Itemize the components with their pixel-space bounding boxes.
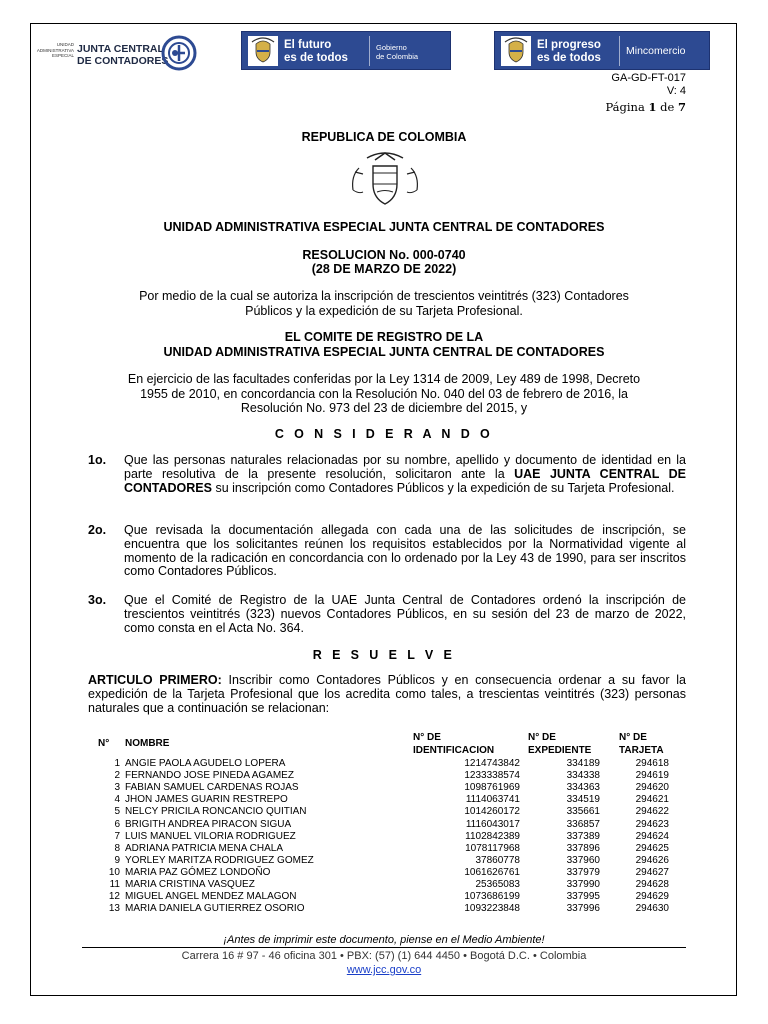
table-row <box>96 855 676 867</box>
row-name: NELCY PRICILA RONCANCIO QUITIAN <box>125 806 307 818</box>
row-name: MARIA PAZ GÓMEZ LONDOÑO <box>125 866 271 878</box>
jcc-logo <box>34 32 204 72</box>
row-expediente: 335661 <box>566 806 600 818</box>
row-expediente: 334363 <box>566 782 600 794</box>
row-name: YORLEY MARITZA RODRIGUEZ GOMEZ <box>125 854 314 866</box>
row-tarjeta: 294621 <box>635 794 669 806</box>
table-row <box>96 782 676 794</box>
table-header-name: NOMBRE <box>125 738 170 749</box>
row-name: JHON JAMES GUARIN RESTREPO <box>125 794 288 806</box>
row-tarjeta: 294627 <box>635 866 669 878</box>
row-identificacion: 1073686199 <box>464 891 520 903</box>
row-tarjeta: 294628 <box>635 879 669 890</box>
row-expediente: 337389 <box>566 830 600 842</box>
table-header-tarjeta: N° DE TARJETA <box>619 732 664 756</box>
row-identificacion: 25365083 <box>475 879 520 890</box>
row-name: BRIGITH ANDREA PIRACON SIGUA <box>125 818 292 830</box>
row-tarjeta: 294624 <box>635 830 669 842</box>
row-tarjeta: 294629 <box>635 891 669 903</box>
banner1-separator <box>369 36 370 66</box>
row-number: 2 <box>114 770 120 782</box>
row-number: 10 <box>108 866 120 878</box>
row-expediente: 334519 <box>566 794 600 806</box>
table-row <box>96 831 676 843</box>
row-name: ANGIE PAOLA AGUDELO LOPERA <box>125 758 286 769</box>
row-name: MARIA CRISTINA VASQUEZ <box>125 879 255 890</box>
footer-divider <box>82 947 686 948</box>
considerando-heading: C O N S I D E R A N D O <box>274 427 494 441</box>
banner1-gobierno: Gobierno de Colombia <box>376 43 419 61</box>
table-row <box>96 770 676 782</box>
table-row <box>96 903 676 915</box>
table-header-num: N° <box>98 738 110 749</box>
page-number: Página 1 de 7 <box>605 100 686 114</box>
table-header-id: N° DE IDENTIFICACION <box>413 732 495 756</box>
row-number: 8 <box>114 842 120 854</box>
row-tarjeta: 294622 <box>635 806 669 818</box>
committee-title: EL COMITE DE REGISTRO DE LA UNIDAD ADMINISTRATIVA ESPECIAL JUNTA CENTRAL DE CONTADORES <box>163 330 605 359</box>
row-number: 11 <box>109 879 120 890</box>
resolution-number: RESOLUCION No. 000-0740 <box>302 248 466 262</box>
row-number: 12 <box>108 891 120 903</box>
row-identificacion: 1233338574 <box>464 770 520 782</box>
row-tarjeta: 294630 <box>635 903 669 915</box>
row-tarjeta: 294620 <box>635 782 669 794</box>
row-name: MARIA DANIELA GUTIERREZ OSORIO <box>125 903 305 915</box>
row-tarjeta: 294623 <box>635 818 669 830</box>
row-number: 13 <box>108 903 120 915</box>
table-row <box>96 867 676 879</box>
mincomercio-banner <box>494 31 710 70</box>
banner1-slogan: El futuro es de todos <box>284 39 348 64</box>
row-identificacion: 1214743842 <box>464 758 520 769</box>
table-header-expediente: N° DE EXPEDIENTE <box>528 732 592 756</box>
row-tarjeta: 294619 <box>635 770 669 782</box>
table-row <box>96 806 676 818</box>
row-identificacion: 1102842389 <box>465 830 520 842</box>
resolution-date: (28 DE MARZO DE 2022) <box>311 262 457 276</box>
row-number: 4 <box>114 794 120 806</box>
row-expediente: 337979 <box>566 866 600 878</box>
row-identificacion: 1014260172 <box>464 806 520 818</box>
jcc-logo-name: JUNTA CENTRAL DE CONTADORES <box>77 43 169 67</box>
row-name: ADRIANA PATRICIA MENA CHALA <box>125 842 284 854</box>
row-number: 9 <box>114 854 120 866</box>
row-expediente: 337960 <box>566 854 600 866</box>
table-row <box>96 794 676 806</box>
row-tarjeta: 294626 <box>635 854 669 866</box>
table-row <box>96 843 676 855</box>
row-identificacion: 1116043017 <box>465 818 520 830</box>
row-identificacion: 1114063741 <box>465 794 520 806</box>
row-number: 6 <box>114 818 120 830</box>
country-title: REPUBLICA DE COLOMBIA <box>301 130 467 144</box>
row-expediente: 337995 <box>566 891 600 903</box>
row-number: 5 <box>114 806 120 818</box>
row-name: MIGUEL ANGEL MENDEZ MALAGON <box>125 891 297 903</box>
table-row <box>96 758 676 770</box>
resuelve-heading: R E S U E L V E <box>312 648 456 662</box>
table-row <box>96 879 676 891</box>
powers-text: En ejercicio de las facultades conferidas por la Ley 1314 de 2009, Ley 489 de 1998, Decreto 1955 de 2010, en concordancia con la Resolución No. 040 del 03 de febrero de 2016, la Resolución No. 973 del 23 de diciembre del 2015, y <box>127 372 641 415</box>
banner2-mincomercio: Mincomercio <box>626 45 686 57</box>
row-name: LUIS MANUEL VILORIA RODRIGUEZ <box>125 830 296 842</box>
row-identificacion: 1098761969 <box>464 782 520 794</box>
footer-website-link[interactable]: www.jcc.gov.co <box>346 964 422 976</box>
row-identificacion: 1078117968 <box>465 842 520 854</box>
entity-title: UNIDAD ADMINISTRATIVA ESPECIAL JUNTA CENTRAL DE CONTADORES <box>163 220 605 234</box>
row-number: 1 <box>114 758 120 769</box>
row-name: FERNANDO JOSE PINEDA AGAMEZ <box>125 770 294 782</box>
jcc-logo-small-text: UNIDAD ADMINISTRATIVA ESPECIAL <box>36 42 74 58</box>
document-code: GA-GD-FT-017 V: 4 <box>611 72 686 97</box>
purpose-text: Por medio de la cual se autoriza la inscripción de trescientos veintitrés (323) Contadores Públicos y la expedición de su Tarjeta Profesional. <box>139 289 629 318</box>
row-tarjeta: 294625 <box>635 842 669 854</box>
banner2-separator <box>619 36 620 66</box>
row-number: 3 <box>114 782 120 794</box>
banner2-slogan: El progreso es de todos <box>537 39 601 64</box>
row-expediente: 334338 <box>566 770 600 782</box>
row-expediente: 334189 <box>566 758 600 769</box>
considerando-item-1-text: Que las personas naturales relacionadas por su nombre, apellido y documento de identidad en la parte resolutiva de la presente resolución, solicitaron ante la UAE JUNTA CENTRAL DE CONTADORES su inscripción como Contadores Públicos y la expedición de su Tarjeta Profesional. <box>124 453 686 495</box>
colombia-shield-icon <box>248 36 278 66</box>
row-identificacion: 1093223848 <box>464 903 520 915</box>
footer-address: Carrera 16 # 97 - 46 oficina 301 • PBX: (57) (1) 644 4450 • Bogotá D.C. • Colombia <box>181 950 587 962</box>
row-number: 7 <box>114 830 120 842</box>
row-name: FABIAN SAMUEL CARDENAS ROJAS <box>125 782 299 794</box>
row-identificacion: 37860778 <box>475 854 520 866</box>
footer-quote: ¡Antes de imprimir este documento, piense en el Medio Ambiente! <box>223 934 545 946</box>
row-expediente: 337990 <box>566 879 600 890</box>
jcc-emblem-icon <box>161 35 197 71</box>
row-identificacion: 1061626761 <box>464 866 520 878</box>
gobierno-banner <box>241 31 451 70</box>
row-expediente: 337896 <box>566 842 600 854</box>
colombia-shield-icon-2 <box>501 36 531 66</box>
row-expediente: 337996 <box>566 903 600 915</box>
articulo-primero: ARTICULO PRIMERO: Inscribir como Contadores Públicos y en consecuencia ordenar a su favor la expedición de la Tarjeta Profesional que los acredita como tales, a trescientas veintitrés (323) personas naturales que a continuación se relacionan: <box>88 673 686 715</box>
table-row <box>96 819 676 831</box>
table-row <box>96 891 676 903</box>
row-expediente: 336857 <box>566 818 600 830</box>
coat-of-arms-icon <box>345 150 425 210</box>
row-tarjeta: 294618 <box>635 758 669 769</box>
